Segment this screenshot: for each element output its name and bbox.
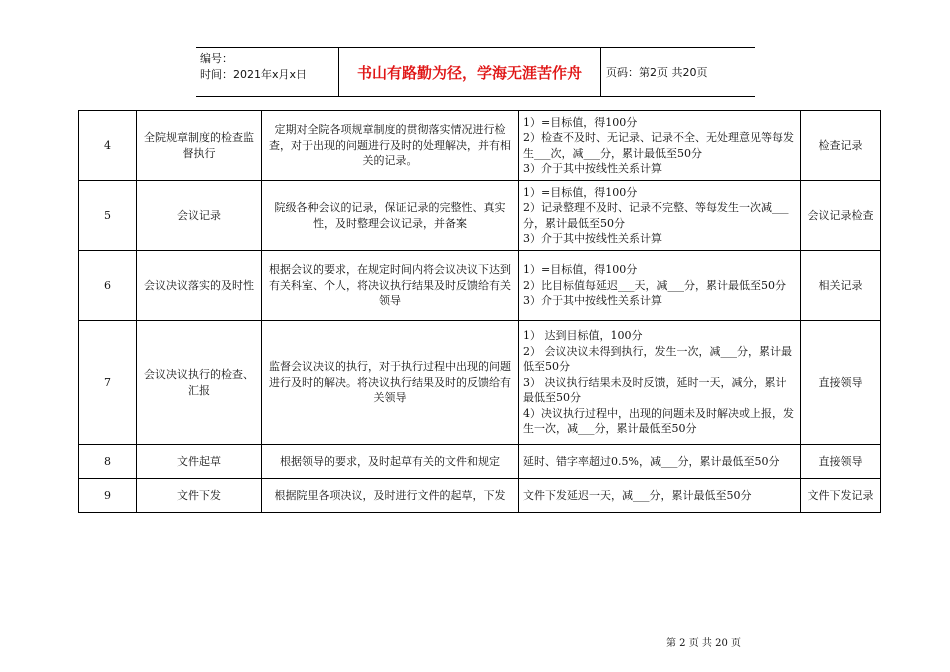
data-source: 文件下发记录 bbox=[801, 479, 881, 513]
row-number: 7 bbox=[79, 321, 137, 445]
scoring-rules bbox=[519, 181, 801, 251]
data-source: 相关记录 bbox=[801, 251, 881, 321]
scoring-rules bbox=[519, 321, 801, 445]
scoring-rule: 2）比目标值每延迟___天，减___分，累计最低至50分 bbox=[523, 278, 786, 292]
header-meta bbox=[196, 48, 339, 96]
scoring-rule: 2）记录整理不及时、记录不完整、等每发生一次减___分，累计最低至50分 bbox=[523, 201, 789, 230]
item-name: 会议记录 bbox=[137, 181, 262, 251]
data-source: 检查记录 bbox=[801, 111, 881, 181]
page-header bbox=[196, 47, 755, 97]
scoring-rule: 1） 达到目标值，100分 bbox=[523, 329, 643, 343]
scoring-rule: 3）介于其中按线性关系计算 bbox=[523, 294, 662, 308]
data-source: 会议记录检查 bbox=[801, 181, 881, 251]
scoring-rule: 4）决议执行过程中，出现的问题未及时解决或上报，发生一次，减___分，累计最低至50分 bbox=[523, 406, 794, 436]
scoring-rule: 文件下发延迟一天，减___分，累计最低至50分 bbox=[523, 488, 752, 502]
table-row bbox=[79, 445, 881, 479]
scoring-rules bbox=[519, 111, 801, 181]
table-row bbox=[79, 479, 881, 513]
item-name: 文件起草 bbox=[137, 445, 262, 479]
header-page-label: 页码：第2页 共20页 bbox=[606, 66, 708, 79]
row-number: 5 bbox=[79, 181, 137, 251]
item-description: 根据领导的要求，及时起草有关的文件和规定 bbox=[262, 445, 519, 479]
scoring-rules bbox=[519, 445, 801, 479]
item-name: 会议决议执行的检查、汇报 bbox=[137, 321, 262, 445]
item-name: 文件下发 bbox=[137, 479, 262, 513]
table-row bbox=[79, 251, 881, 321]
table-row bbox=[79, 111, 881, 181]
row-number: 9 bbox=[79, 479, 137, 513]
scoring-rule: 1）=目标值，得100分 bbox=[523, 115, 638, 129]
data-source: 直接领导 bbox=[801, 321, 881, 445]
item-name: 全院规章制度的检查监督执行 bbox=[137, 111, 262, 181]
scoring-rules bbox=[519, 251, 801, 321]
item-description: 监督会议决议的执行，对于执行过程中出现的问题进行及时的解决。将决议执行结果及时的反馈给有关领导 bbox=[262, 321, 519, 445]
scoring-rule: 延时、错字率超过0.5%，减___分，累计最低至50分 bbox=[523, 454, 780, 468]
item-description: 根据会议的要求，在规定时间内将会议决议下达到有关科室、个人，将决议执行结果及时反馈给有关领导 bbox=[262, 251, 519, 321]
number-label: 编号： bbox=[200, 52, 233, 65]
time-label: 时间：2021年x月x日 bbox=[200, 68, 308, 81]
scoring-rules bbox=[519, 479, 801, 513]
row-number: 8 bbox=[79, 445, 137, 479]
page-footer: 第 2 页 共 20 页 bbox=[666, 638, 741, 649]
table-row bbox=[79, 321, 881, 445]
item-description: 定期对全院各项规章制度的贯彻落实情况进行检查，对于出现的问题进行及时的处理解决，并有相关的记录。 bbox=[262, 111, 519, 181]
assessment-table bbox=[78, 110, 881, 513]
item-description: 院级各种会议的记录，保证记录的完整性、真实性，及时整理会议记录，并备案 bbox=[262, 181, 519, 251]
scoring-rule: 3） 决议执行结果未及时反馈，延时一天，减分，累计最低至50分 bbox=[523, 375, 787, 405]
data-source: 直接领导 bbox=[801, 445, 881, 479]
row-number: 4 bbox=[79, 111, 137, 181]
scoring-rule: 3）介于其中按线性关系计算 bbox=[523, 232, 662, 245]
item-name: 会议决议落实的及时性 bbox=[137, 251, 262, 321]
scoring-rule: 1）=目标值，得100分 bbox=[523, 185, 638, 199]
table-row bbox=[79, 181, 881, 251]
scoring-rule: 3）介于其中按线性关系计算 bbox=[523, 162, 662, 175]
scoring-rule: 2） 会议决议未得到执行，发生一次，减___分，累计最低至50分 bbox=[523, 344, 792, 374]
scoring-rule: 2）检查不及时、无记录、记录不全、无处理意见等每发生___次，减___分，累计最低至50分 bbox=[523, 131, 794, 160]
header-motto: 书山有路勤为径，学海无涯苦作舟 bbox=[339, 48, 601, 96]
scoring-rule: 1）=目标值，得100分 bbox=[523, 263, 638, 277]
row-number: 6 bbox=[79, 251, 137, 321]
item-description: 根据院里各项决议，及时进行文件的起草，下发 bbox=[262, 479, 519, 513]
